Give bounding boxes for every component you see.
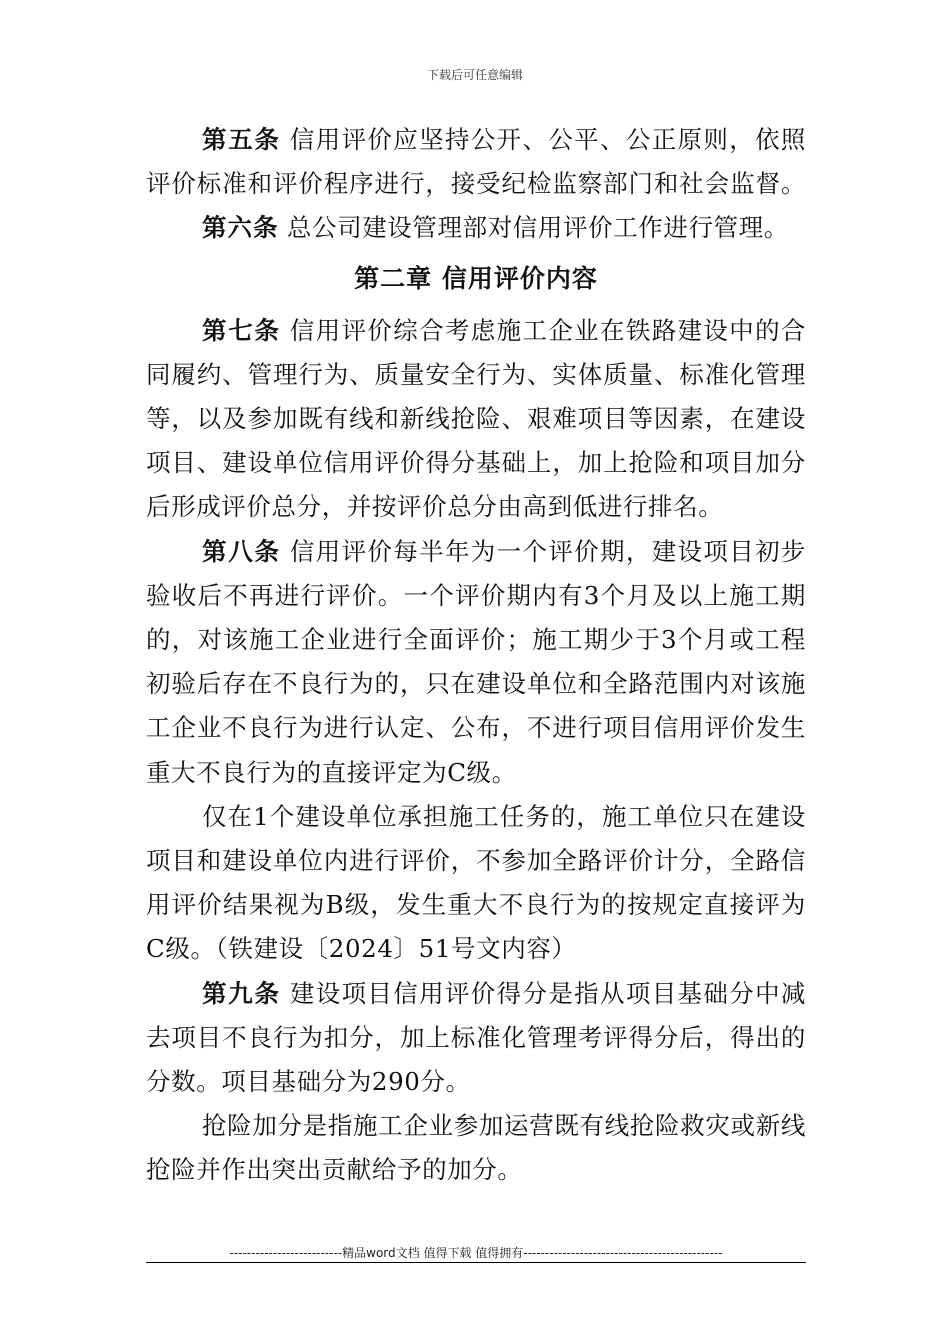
article-text: 信用评价应坚持公开、公平、公正原则，依照评价标准和评价程序进行，接受纪检监察部门和社会监督。 xyxy=(146,125,807,199)
article-label: 第五条 xyxy=(202,125,281,154)
article-6 xyxy=(146,206,806,250)
article-7 xyxy=(146,309,806,530)
footer-rule xyxy=(146,1262,806,1263)
header-note: 下载后可任意编辑 xyxy=(426,68,523,82)
article-text: 总公司建设管理部对信用评价工作进行管理。 xyxy=(286,213,789,243)
article-label: 第七条 xyxy=(202,315,281,345)
article-text: 建设项目信用评价得分是指从项目基础分中减去项目不良行为扣分，加上标准化管理考评得分后，得出的分数。项目基础分为290分。 xyxy=(146,978,807,1097)
paragraph-rescue-bonus: 抢险加分是指施工企业参加运营既有线抢险救灾或新线抢险并作出突出贡献给予的加分。 xyxy=(146,1111,806,1185)
article-label: 第六条 xyxy=(202,213,279,243)
article-8 xyxy=(146,530,806,795)
chapter-title: 第二章 信用评价内容 xyxy=(354,263,598,293)
article-label: 第九条 xyxy=(202,978,281,1008)
paragraph-note-8: 仅在1个建设单位承担施工任务的，施工单位只在建设项目和建设单位内进行评价，不参加全路评价计分，全路信用评价结果视为B级，发生重大不良行为的按规定直接评为C级。（铁建设〔2024〕51号文内容） xyxy=(146,801,806,964)
article-text: 信用评价每半年为一个评价期，建设项目初步验收后不再进行评价。一个评价期内有3个月及以上施工期的，对该施工企业进行全面评价；施工期少于3个月或工程初验后存在不良行为的，只在建设单位和全路范围内对该施工企业不良行为进行认定、公布，不进行项目信用评价发生重大不良行为的直接评定为C级。 xyxy=(146,536,807,787)
footer-text: --------------------------精品word文档 值得下载 值得拥有---------------------------------------------- xyxy=(229,1246,723,1260)
document-body xyxy=(146,118,806,1193)
article-label: 第八条 xyxy=(202,536,281,566)
article-text: 信用评价综合考虑施工企业在铁路建设中的合同履约、管理行为、质量安全行为、实体质量、标准化管理等，以及参加既有线和新线抢险、艰难项目等因素，在建设项目、建设单位信用评价得分基础上，加上抢险和项目加分后形成评价总分，并按评价总分由高到低进行排名。 xyxy=(146,315,807,522)
article-5 xyxy=(146,118,806,206)
article-9 xyxy=(146,972,806,1105)
